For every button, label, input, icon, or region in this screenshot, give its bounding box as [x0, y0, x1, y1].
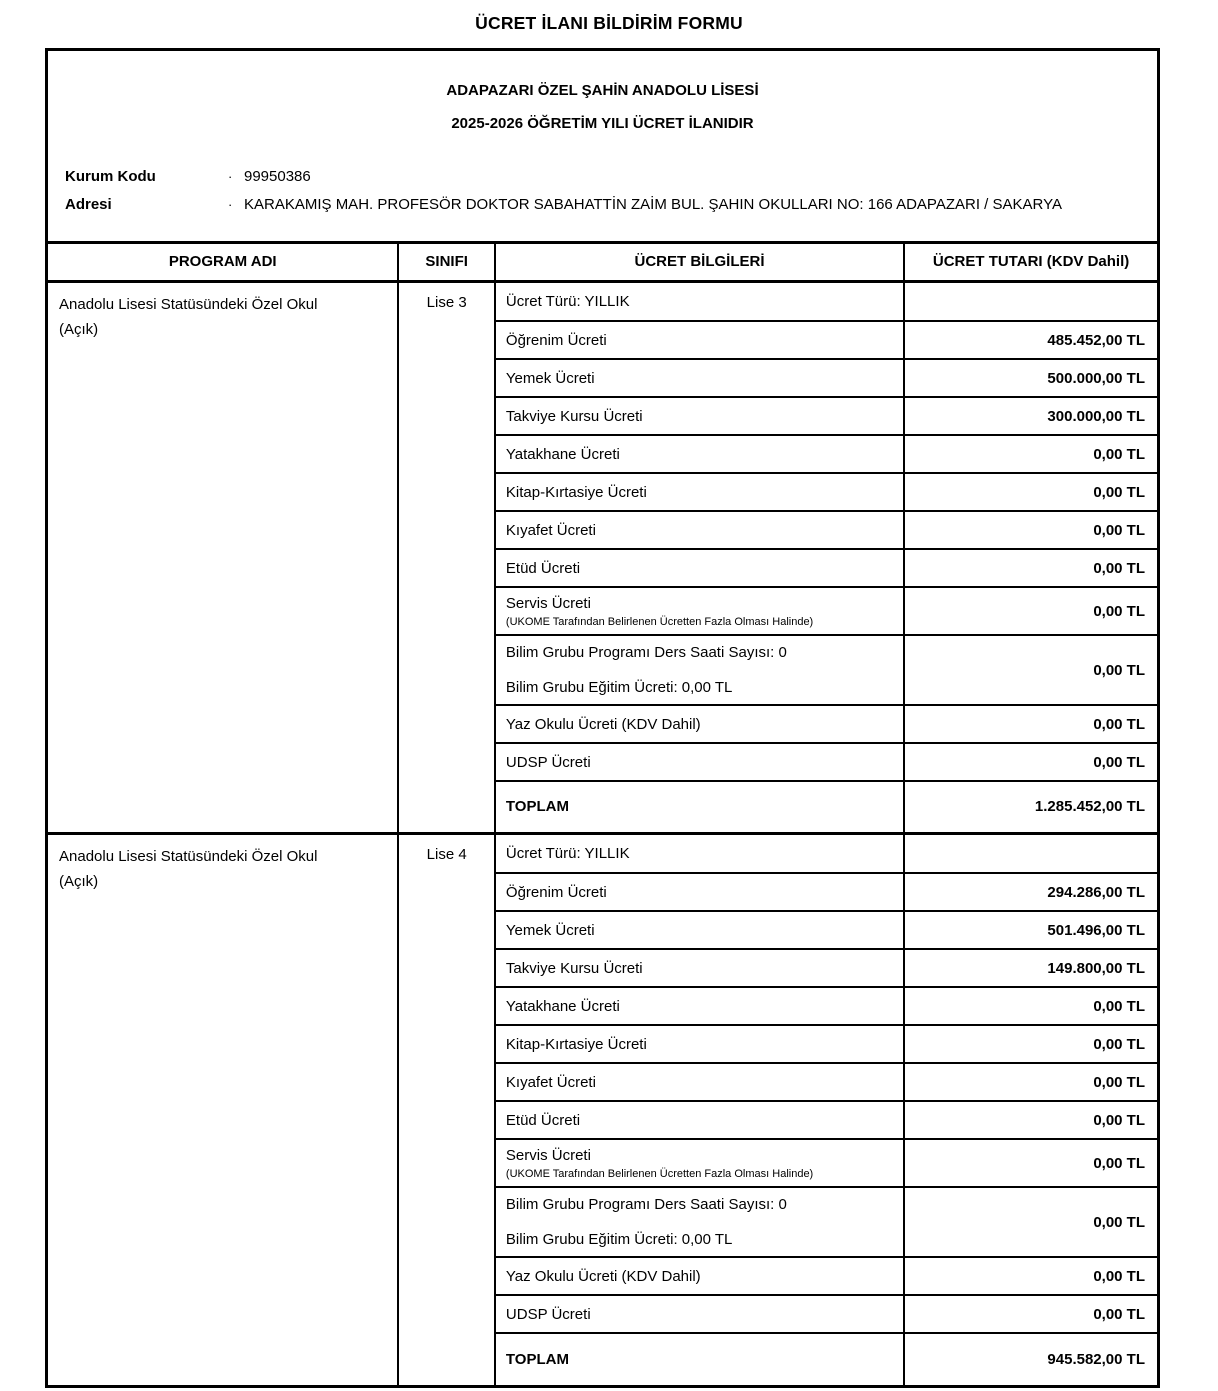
fee-label-cell: Takviye Kursu Ücreti [495, 949, 904, 987]
fee-label-cell: Yemek Ücreti [495, 359, 904, 397]
fee-label-cell: Kıyafet Ücreti [495, 511, 904, 549]
fee-value-cell: 0,00 TL [904, 473, 1157, 511]
fee-label-cell: Etüd Ücreti [495, 1101, 904, 1139]
fee-value-cell: 0,00 TL [904, 987, 1157, 1025]
fee-value-cell: 945.582,00 TL [904, 1333, 1157, 1385]
fee-sublabel: (UKOME Tarafından Belirlenen Ücretten Fazla Olması Halinde) [505, 615, 814, 628]
fee-label-cell: Yatakhane Ücreti [495, 435, 904, 473]
program-cell [48, 281, 398, 833]
form-box [45, 48, 1160, 1388]
fee-value-cell: 0,00 TL [904, 1101, 1157, 1139]
fee-label-cell: Öğrenim Ücreti [495, 873, 904, 911]
fee-value-cell: 294.286,00 TL [904, 873, 1157, 911]
fee-value-cell: 0,00 TL [904, 549, 1157, 587]
fee-value-cell: 0,00 TL [904, 435, 1157, 473]
fee-label-cell: Etüd Ücreti [495, 549, 904, 587]
field-value-adresi: KARAKAMIŞ MAH. PROFESÖR DOKTOR SABAHATTİN ZAİM BUL. ŞAHIN OKULLARI NO: 166 ADAPAZARI / SAKARYA [244, 196, 1062, 213]
column-header-ucret-bilgileri: ÜCRET BİLGİLERİ [495, 244, 904, 281]
fee-value-cell: 0,00 TL [904, 1139, 1157, 1187]
field-value-kurum-kodu: 99950386 [244, 168, 311, 185]
page-title: ÜCRET İLANI BİLDİRİM FORMU [475, 13, 743, 33]
school-name: ADAPAZARI ÖZEL ŞAHİN ANADOLU LİSESİ [446, 82, 759, 99]
fee-label-cell: Servis Ücreti (UKOME Tarafından Belirlenen Ücretten Fazla Olması Halinde) [495, 1139, 904, 1187]
announcement-line: 2025-2026 ÖĞRETİM YILI ÜCRET İLANIDIR [451, 115, 754, 132]
field-label-kurum-kodu: Kurum Kodu [65, 168, 156, 185]
fee-value-cell: 485.452,00 TL [904, 321, 1157, 359]
table-header-row [48, 244, 1157, 281]
fee-label-cell: Bilim Grubu Programı Ders Saati Sayısı: 0 Bilim Grubu Eğitim Ücreti: 0,00 TL [495, 1187, 904, 1257]
program-name: Anadolu Lisesi Statüsündeki Özel Okul [59, 847, 318, 865]
fee-value-cell: 300.000,00 TL [904, 397, 1157, 435]
fee-label-cell: Yemek Ücreti [495, 911, 904, 949]
fee-table-body [48, 281, 1157, 1385]
fee-label-cell: TOPLAM [495, 781, 904, 833]
fee-value-cell: 0,00 TL [904, 1187, 1157, 1257]
fee-label-second-line: Bilim Grubu Eğitim Ücreti: 0,00 TL [505, 1231, 733, 1248]
fee-label-cell: UDSP Ücreti [495, 743, 904, 781]
class-level-cell: Lise 4 [398, 833, 494, 1385]
fee-value-cell [904, 281, 1157, 321]
class-level-cell: Lise 3 [398, 281, 494, 833]
fee-value-cell: 0,00 TL [904, 705, 1157, 743]
fee-value-cell: 0,00 TL [904, 1063, 1157, 1101]
fee-value-cell: 0,00 TL [904, 1257, 1157, 1295]
info-section [48, 51, 1157, 244]
fee-label-cell: Servis Ücreti (UKOME Tarafından Belirlenen Ücretten Fazla Olması Halinde) [495, 587, 904, 635]
info-row-kurum-kodu [65, 163, 1145, 191]
fee-value-cell: 149.800,00 TL [904, 949, 1157, 987]
table-row [48, 833, 1157, 873]
fee-label-second-line: Bilim Grubu Eğitim Ücreti: 0,00 TL [505, 679, 733, 696]
fee-value-cell [904, 833, 1157, 873]
fee-label-cell: Kitap-Kırtasiye Ücreti [495, 1025, 904, 1063]
program-note: (Açık) [59, 872, 99, 890]
fee-label-cell: Bilim Grubu Programı Ders Saati Sayısı: 0 Bilim Grubu Eğitim Ücreti: 0,00 TL [495, 635, 904, 705]
fee-label-cell: TOPLAM [495, 1333, 904, 1385]
fee-value-cell: 1.285.452,00 TL [904, 781, 1157, 833]
program-name: Anadolu Lisesi Statüsündeki Özel Okul [59, 295, 318, 313]
fee-value-cell: 501.496,00 TL [904, 911, 1157, 949]
program-cell [48, 833, 398, 1385]
fee-value-cell: 0,00 TL [904, 635, 1157, 705]
fee-value-cell: 0,00 TL [904, 743, 1157, 781]
fee-value-cell: 0,00 TL [904, 1025, 1157, 1063]
fee-value-cell: 0,00 TL [904, 1295, 1157, 1333]
field-label-adresi: Adresi [65, 196, 112, 213]
fee-label-cell: Yaz Okulu Ücreti (KDV Dahil) [495, 1257, 904, 1295]
fee-label-cell: Öğrenim Ücreti [495, 321, 904, 359]
fee-label-cell: Yaz Okulu Ücreti (KDV Dahil) [495, 705, 904, 743]
program-note: (Açık) [59, 320, 99, 338]
fee-sublabel: (UKOME Tarafından Belirlenen Ücretten Fazla Olması Halinde) [505, 1167, 814, 1180]
column-header-ucret-tutari: ÜCRET TUTARI (KDV Dahil) [904, 244, 1157, 281]
fee-label-cell: Ücret Türü: YILLIK [495, 833, 904, 873]
field-separator: · [228, 197, 233, 212]
table-row [48, 281, 1157, 321]
column-header-program-adi: PROGRAM ADI [48, 244, 398, 281]
fee-value-cell: 0,00 TL [904, 587, 1157, 635]
info-row-adresi [65, 191, 1145, 219]
fee-value-cell: 500.000,00 TL [904, 359, 1157, 397]
fee-label-cell: Yatakhane Ücreti [495, 987, 904, 1025]
fee-label-cell: UDSP Ücreti [495, 1295, 904, 1333]
fee-table [48, 244, 1157, 1385]
fee-value-cell: 0,00 TL [904, 511, 1157, 549]
info-fields [48, 163, 1157, 219]
field-separator: · [228, 169, 233, 184]
column-header-sinifi: SINIFI [398, 244, 494, 281]
fee-label-cell: Kıyafet Ücreti [495, 1063, 904, 1101]
fee-label-cell: Kitap-Kırtasiye Ücreti [495, 473, 904, 511]
fee-label-cell: Takviye Kursu Ücreti [495, 397, 904, 435]
fee-label-cell: Ücret Türü: YILLIK [495, 281, 904, 321]
